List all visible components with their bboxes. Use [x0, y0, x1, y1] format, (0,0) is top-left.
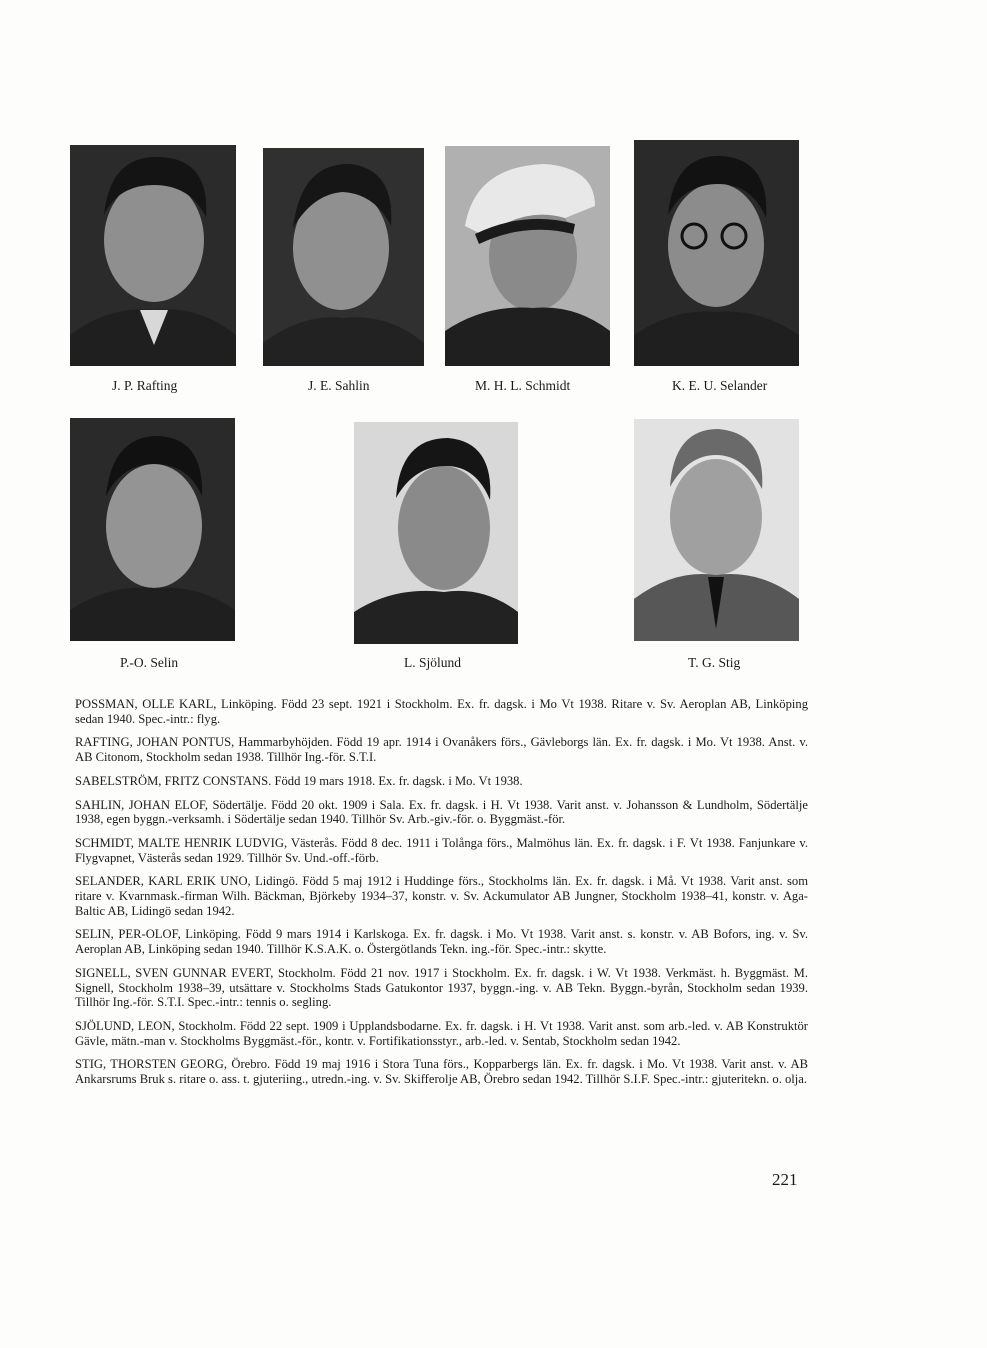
portrait-selander — [634, 140, 799, 366]
photo-caption: L. Sjölund — [404, 655, 462, 670]
portrait-photo-rafting — [70, 145, 236, 366]
portrait-photo-selin — [70, 418, 235, 641]
portrait-photo-stig — [634, 419, 799, 641]
photo-caption: J. P. Rafting — [112, 378, 178, 393]
portrait-sahlin — [263, 148, 424, 366]
portrait-sjolund — [354, 422, 518, 644]
biography-entry: RAFTING, JOHAN PONTUS, Hammarbyhöjden. Född 19 apr. 1914 i Ovanåkers förs., Gävleborgs län. Ex. fr. dagsk. i Mo. Vt 1938. Anst. v. AB Citonom, Stockholm sedan 1938. Tillhör Ing.-för. S.T.I. — [75, 735, 808, 765]
portrait-schmidt — [445, 146, 610, 366]
photo-caption: J. E. Sahlin — [308, 378, 370, 393]
photo-caption: K. E. U. Selander — [672, 378, 768, 393]
portrait-selin — [70, 418, 235, 641]
biography-entry: SAHLIN, JOHAN ELOF, Södertälje. Född 20 okt. 1909 i Sala. Ex. fr. dagsk. i H. Vt 1938. Varit anst. v. Johansson & Lundholm, Södertälje 1938, egen byggn.-verksamh. i Södertälje sedan 1940. Tillhör Sv. Arb.-giv.-för. o. Byggmäst.-för. — [75, 797, 808, 827]
biography-entry: SIGNELL, SVEN GUNNAR EVERT, Stockholm. Född 21 nov. 1917 i Stockholm. Ex. fr. dagsk. i W. Vt 1938. Verkmäst. h. Byggmäst. M. Signell, Stockholm 1938–39, utsättare v. Stockholms Stads Gatukontor 1937, byggn.-ing. v. AB Tekn. Byggn.-byrån, Stockholm sedan 1939. Tillhör Ing.-för. S.T.I. Spec.-intr.: tennis o. segling. — [75, 965, 808, 1010]
biography-entry: SABELSTRÖM, FRITZ CONSTANS. Född 19 mars 1918. Ex. fr. dagsk. i Mo. Vt 1938. — [75, 773, 523, 788]
portrait-photo-selander — [634, 140, 799, 366]
biography-entry: SJÖLUND, LEON, Stockholm. Född 22 sept. 1909 i Upplandsbodarne. Ex. fr. dagsk. i H. Vt 1938. Varit anst. som arb.-led. v. AB Konstruktör Gävle, mätn.-man v. Stockholms Byggmäst.-för., kontr. v. Fortifikationsstyr., arb.-led. v. Sentab, Stockholm sedan 1942. — [75, 1018, 808, 1048]
biography-entries — [75, 697, 808, 1096]
portrait-photo-sjolund — [354, 422, 518, 644]
portrait-photo-sahlin — [263, 148, 424, 366]
portrait-rafting — [70, 145, 236, 366]
photo-caption: M. H. L. Schmidt — [475, 378, 571, 393]
photo-caption: P.-O. Selin — [120, 655, 179, 670]
biography-entry: SELANDER, KARL ERIK UNO, Lidingö. Född 5 maj 1912 i Huddinge förs., Stockholms län. Ex. fr. dagsk. i Må. Vt 1938. Varit anst. som ritare v. Kvarnmask.-firman Wilh. Bäckman, Björkeby 1934–37, konstr. v. Sv. Ackumulator AB Jungner, Stockholm 1938–41, konstr. v. Aga-Baltic AB, Lidingö sedan 1942. — [75, 874, 808, 918]
portrait-photo-schmidt — [445, 146, 610, 366]
biography-entry: SELIN, PER-OLOF, Linköping. Född 9 mars 1914 i Karlskoga. Ex. fr. dagsk. i Mo. Vt 1938. Varit anst. s. konstr. v. AB Bofors, ing. v. Sv. Aeroplan AB, Linköping sedan 1940. Tillhör K.S.A.K. o. Östergötlands Tekn. ing.-för. Spec.-intr.: skytte. — [75, 927, 808, 957]
biography-entry: POSSMAN, OLLE KARL, Linköping. Född 23 sept. 1921 i Stockholm. Ex. fr. dagsk. i Mo Vt 1938. Ritare v. Sv. Aeroplan AB, Linköping sedan 1940. Spec.-intr.: flyg. — [75, 697, 808, 726]
photo-caption: T. G. Stig — [688, 655, 741, 670]
biography-entry: SCHMIDT, MALTE HENRIK LUDVIG, Västerås. Född 8 dec. 1911 i Tolånga förs., Malmöhus län. Ex. fr. dagsk. i F. Vt 1938. Fanjunkare v. Flygvapnet, Västerås sedan 1929. Tillhör Sv. Und.-off.-förb. — [75, 835, 808, 865]
portrait-stig — [634, 419, 799, 641]
biography-entry: STIG, THORSTEN GEORG, Örebro. Född 19 maj 1916 i Stora Tuna förs., Kopparbergs län. Ex. fr. dagsk. i Mo. Vt 1938. Varit anst. v. AB Ankarsrums Bruk s. ritare o. ass. t. gjuteriing., utredn.-ing. v. Sv. Skifferolje AB, Örebro sedan 1942. Tillhör S.I.F. Spec.-intr.: gjuteritekn. o. olja. — [75, 1057, 808, 1087]
page-number: 221 — [772, 1170, 798, 1189]
